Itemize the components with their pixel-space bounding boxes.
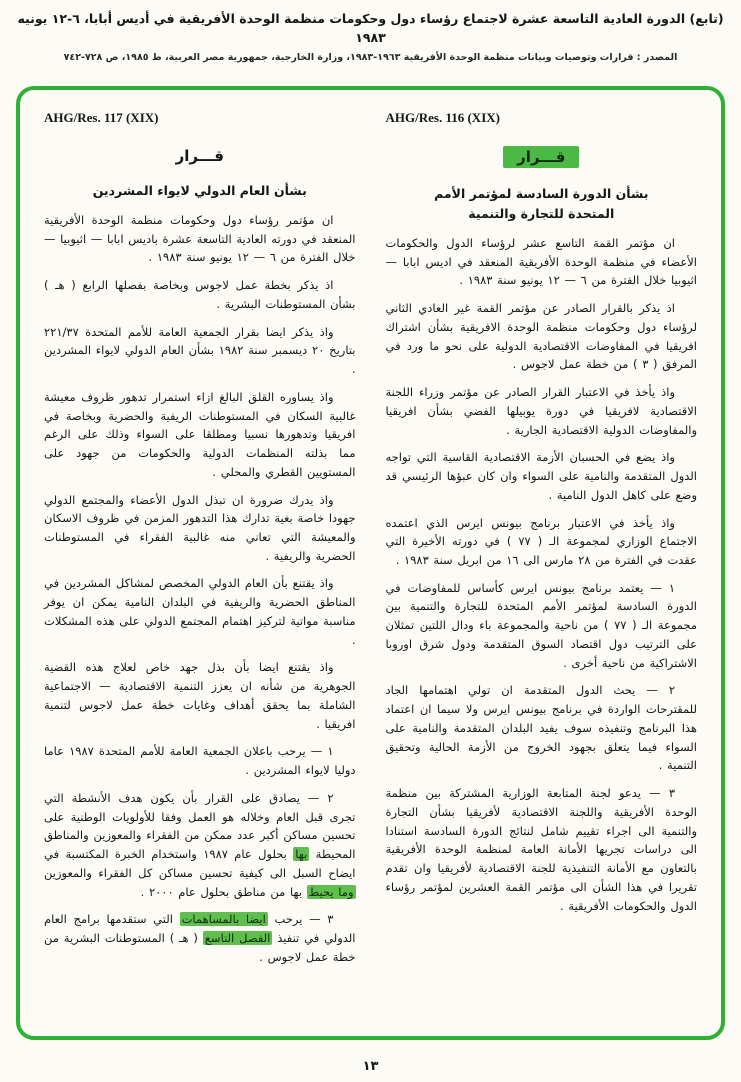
numbered-paragraph-3: [44, 910, 356, 966]
paragraph-segment: التي ستقدمها برامج العام الدولي في تنفيذ: [44, 912, 356, 945]
resolution-116-title-line1: بشأن الدورة السادسة لمؤتمر الأمم: [434, 186, 649, 201]
resolution-117-ref: AHG/Res. 117 (XIX): [44, 110, 159, 125]
paragraph: واذ يأخذ في الاعتبار القرار الصادر عن مؤتمر وزراء اللجنة الاقتصادية لافريقيا في دورة يوبيلها الفضي بشأن افريقيا والمفاوضات الدولية الاقتصادية الجارية .: [385, 385, 697, 437]
highlighted-phrase: الفصل التاسع: [204, 930, 271, 945]
highlighted-phrase: ايضا بالمساهمات: [181, 912, 266, 927]
paragraph: واذ يساوره القلق البالغ ازاء استمرار تدهور ظروف معيشة غالبية السكان في المستوطنات الريفية والحضرية وبخاصة في افريقيا وتدهورها نسبيا ومطلقا على السواء وذلك على الرغم مما بذلته المنظمات الدولية والحكومات من جهود على المستويين القطري والمحلي .: [44, 389, 356, 479]
paragraph: اذ يذكر بالقرار الصادر عن مؤتمر القمة غير العادي الثاني لرؤساء دول وحكومات منظمة الوحدة الافريقية بشأن اشتراك افريقيا في المفاوضات الاقتصادية الدولية على نحو ما ورد في المرفق ( ٣ ) من خطة عمل لاجوس .: [385, 301, 697, 372]
paragraph-segment: ٢ — يصادق على القرار بأن يكون هدف الأنشطة التي تجرى قبل العام وخلاله هو العمل وفقا للأولويات الوطنية على تحسين مساكن أكبر عدد ممكن من الفقراء والمعوزين والمناطق المحيطة: [44, 790, 356, 862]
paragraph: واذ يضع في الحسبان الأزمة الاقتصادية القاسية التي تواجه الدول المتقدمة والنامية على السواء وان كان عبؤها الرئيسي قد وضع على كاهل الدول النامية .: [385, 450, 697, 502]
paragraph: ان مؤتمر رؤساء دول وحكومات منظمة الوحدة الأفريقية المنعقد في دورته العادية التاسعة عشرة باديس ابابا — اثيوبيا — خلال الفترة من ٦ — ١٢ يونيو سنة ١٩٨٣ .: [44, 213, 356, 265]
paragraph: اذ يذكر بخطة عمل لاجوس وبخاصة بفصلها الرابع ( هـ ) بشأن المستوطنات البشرية .: [44, 278, 356, 311]
paragraph: ان مؤتمر القمة التاسع عشر لرؤساء الدول والحكومات الأعضاء في منظمة الوحدة الأفريقية المنعقد في اديس ابابا — اثيوبيا خلال الفترة من ٦ — ١٢ يونيو سنة ١٩٨٣ .: [385, 236, 697, 288]
paragraph: واذ يأخذ في الاعتبار برنامج بيونس ايرس الذي اعتمده الاجتماع الوزاري لمجموعة الـ ( ٧٧ ) في دورته الأخيرة التي عقدت في الفترة من ٢٨ مارس الى ١٦ من ابريل سنة ١٩٨٣ .: [385, 515, 697, 568]
resolution-117-title: [44, 181, 356, 201]
resolution-117-title-line1: بشأن العام الدولي لايواء المشردين: [92, 183, 307, 198]
page-header: [14, 10, 727, 63]
numbered-paragraph-1: ١ — يعتمد برنامج بيونس ايرس كأساس للمفاوضات في الدورة السادسة لمؤتمر الأمم المتحدة للتجارة والتنمية بين مجموعة الـ ( ٧٧ ) من ناحية والمجموعة باء ودال اللتين تمثلان على الترتيب دول اقتصاد السوق المتقدمة ودول شرق اوروبا الاشتراكية من ناحية أخرى .: [385, 580, 697, 670]
highlighted-phrase: وما يحيط: [308, 884, 354, 899]
qarar-heading: قـــرار: [175, 147, 224, 165]
numbered-paragraph-2: [44, 789, 356, 901]
paragraph-segment: بها من مناطق بحلول عام ٢٠٠٠ .: [140, 884, 307, 899]
resolution-116-qarar-line: [386, 146, 698, 168]
resolution-117: [44, 106, 356, 1026]
numbered-paragraph-2: ٢ — يحث الدول المتقدمة ان تولي اهتمامها الجاد للمقترحات الواردة في برنامج بيونس ايرس ولا سيما ان اعتماد هذا البرنامج وتنفيذه سوف يفيد البلدان المتقدمة والنامية على السواء فيما يتعلق بجهود الخروج من الأزمة الحالية وتحقيق التنمية .: [385, 683, 697, 773]
paragraph: واذ يقتنع ايضا بأن بذل جهد خاص لعلاج هذه القضية الجوهرية من شأنه ان يعزز التنمية الاقتصادية — الاجتماعية الشاملة بما يحقق أهداف وغايات خطة عمل لاجوس لتنمية افريقيا .: [44, 660, 356, 731]
resolution-116-title-line2: المتحدة للتجارة والتنمية: [468, 206, 615, 221]
numbered-paragraph-1: ١ — يرحب باعلان الجمعية العامة للأمم المتحدة ١٩٨٧ عاما دوليا لايواء المشردين .: [44, 744, 356, 778]
paragraph-segment: ( هـ ) المستوطنات البشرية من خطة عمل لاجوس .: [44, 930, 356, 964]
resolution-116-title: [386, 184, 698, 224]
paragraph: واذ يدرك ضرورة ان تبذل الدول الأعضاء والمجتمع الدولي جهودا خاصة بغية تدارك هذا التدهور المزمن في ظروف الاسكان والمعيشة التي تعاني منه غالبية الفقراء في المستوطنات الحضرية والريفية .: [44, 492, 356, 563]
page-number: ١٣: [362, 1059, 379, 1074]
two-column-layout: [44, 106, 697, 1026]
source-citation: المصدر : قرارات وتوصيات وبيانات منظمة الوحدة الأفريقية ١٩٦٣-١٩٨٣، وزارة الخارجية، جمهورية مصر العربية، ط ١٩٨٥، ص ٧٢٨-٧٤٢: [63, 51, 678, 63]
resolution-116-ref: AHG/Res. 116 (XIX): [385, 110, 500, 125]
paragraph: واذ يقتنع بأن العام الدولي المخصص لمشاكل المشردين في المناطق الحضرية والريفية في البلدان النامية يمكن ان يوفر مناسبة مواتية لتركيز اهتمام المجتمع الدولي على هذه المشكلات .: [44, 576, 356, 647]
paragraph: واذ يذكر ايضا بقرار الجمعية العامة للأمم المتحدة ٢٢١/٣٧ بتاريخ ٢٠ ديسمبر سنة ١٩٨٢ بشأن العام الدولي لايواء المشردين .: [44, 324, 356, 377]
resolution-117-qarar-line: [44, 146, 356, 165]
paragraph-segment: بحلول عام ١٩٨٧ واستخدام الخبرة المكتسبة في ايضاح السبل الى كيفية تحسين مساكن كل الفقراء والمعوزين: [44, 847, 356, 880]
highlighted-phrase: بها: [295, 847, 308, 862]
qarar-heading-highlighted: قـــرار: [503, 146, 579, 168]
resolution-116: [386, 106, 698, 1026]
green-marker-frame: [16, 86, 725, 1040]
paragraph-segment: ٣ — يرحب: [267, 912, 334, 927]
session-title: (تابع) الدورة العادية التاسعة عشرة لاجتماع رؤساء دول وحكومات منظمة الوحدة الأفريقية في أديس أبابا، ٦-١٢ يونيه ١٩٨٣: [17, 11, 724, 45]
numbered-paragraph-3: ٣ — يدعو لجنة المتابعة الوزارية المشتركة بين منظمة الوحدة الأفريقية واللجنة الاقتصادية لأفريقيا بشأن التجارة والتنمية الى اجراء تقييم شامل لنتائج الدورة السادسة استنادا الى دراسات تجريها الأمانة العامة لمنظمة الوحدة الأفريقية بالتعاون مع الأمانة التنفيذية للجنة الاقتصادية لأفريقيا وان تقدم تقريرا في هذا الشأن الى مؤتمر القمة العشرين لمؤتمر رؤساء الدول والحكومات الأفريقية .: [385, 786, 697, 913]
